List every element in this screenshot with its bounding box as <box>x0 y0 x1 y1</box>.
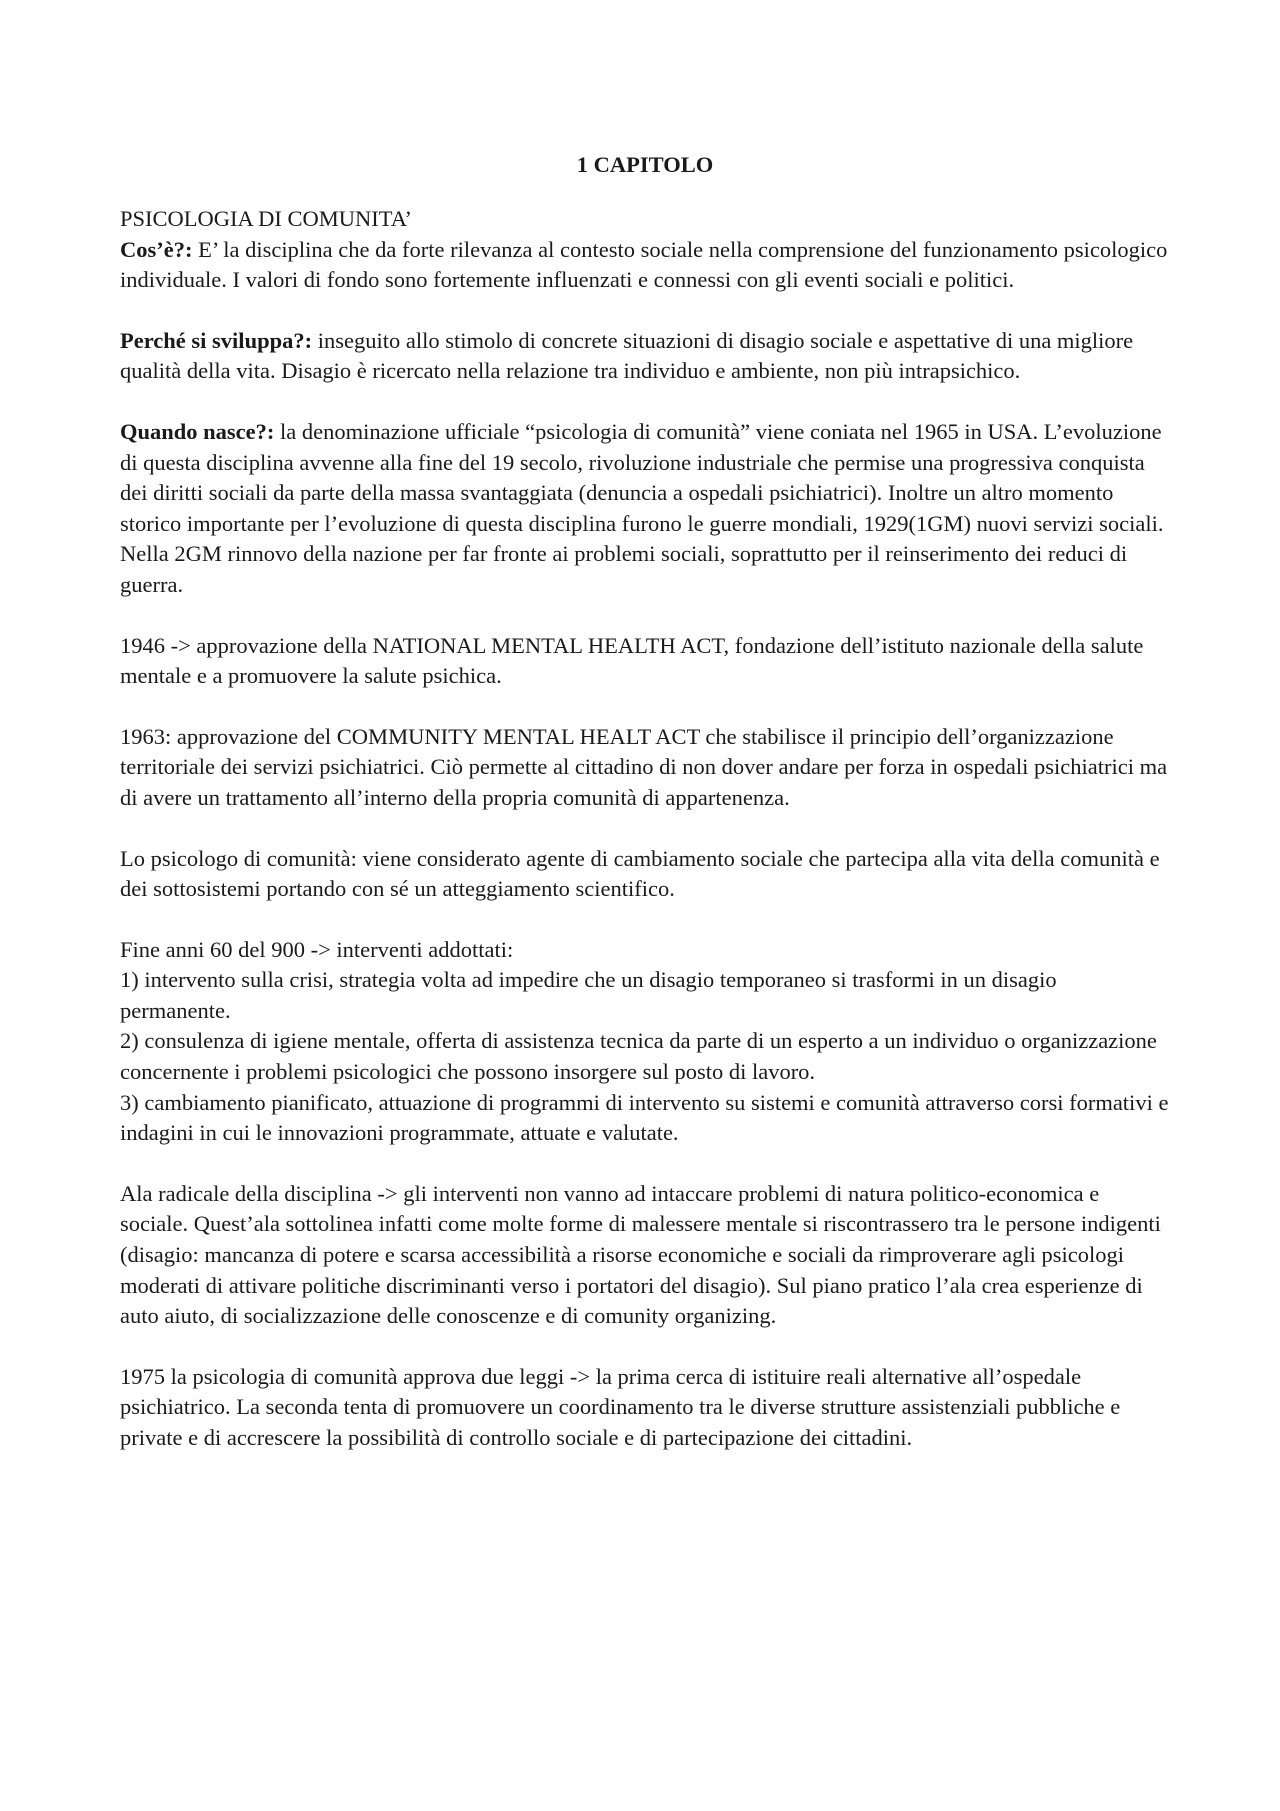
interventi-intro: Fine anni 60 del 900 -> interventi addottati: <box>120 936 514 962</box>
label-perche: Perché si sviluppa?: <box>120 327 313 353</box>
text-perche: inseguito allo stimolo di concrete situazioni di disagio sociale e aspettative di una migliore qualità della vita. Disagio è ricercato nella relazione tra individuo e ambiente, non più intrapsichico. <box>120 327 1134 384</box>
paragraph-1946: 1946 -> approvazione della NATIONAL MENTAL HEALTH ACT, fondazione dell’istituto nazionale della salute mentale e a promuovere la salute psichica. <box>120 632 1144 689</box>
paragraph-psicologo: Lo psicologo di comunità: viene considerato agente di cambiamento sociale che partecipa alla vita della comunità e dei sottosistemi portando con sé un atteggiamento scientifico. <box>120 845 1160 902</box>
document-body <box>120 150 1170 1484</box>
paragraph-perche <box>120 326 1170 387</box>
paragraph-intro <box>120 204 1170 296</box>
paragraph-1963: 1963: approvazione del COMMUNITY MENTAL HEALT ACT che stabilisce il principio dell’organizzazione territoriale dei servizi psichiatrici. Ciò permette al cittadino di non dover andare per forza in ospedali psichiatrici ma di avere un trattamento all’interno della propria comunità di appartenenza. <box>120 723 1168 810</box>
paragraph-ala-radicale: Ala radicale della disciplina -> gli interventi non vanno ad intaccare problemi di natura politico-economica e sociale. Quest’ala sottolinea infatti come molte forme di malessere mentale si riscontrassero tra le persone indigenti (disagio: mancanza di potere e scarsa accessibilità a risorse economiche e sociali da rimproverare agli psicologi moderati di attivare politiche discriminanti verso i portatori del disagio). Sul piano pratico l’ala crea esperienze di auto aiuto, di socializzazione delle conoscenze e di comunity organizing. <box>120 1180 1161 1329</box>
paragraph-quando <box>120 417 1170 601</box>
intervento-item-3: 3) cambiamento pianificato, attuazione di programmi di intervento su sistemi e comunità attraverso corsi formativi e indagini in cui le innovazioni programmate, attuate e valutate. <box>120 1089 1169 1146</box>
paragraph-1975: 1975 la psicologia di comunità approva due leggi -> la prima cerca di istituire reali alternative all’ospedale psichiatrico. La seconda tenta di promuovere un coordinamento tra le diverse strutture assistenziali pubbliche e private e di accrescere la possibilità di controllo sociale e di partecipazione dei cittadini. <box>120 1363 1121 1450</box>
text-cose: E’ la disciplina che da forte rilevanza al contesto sociale nella comprensione del funzionamento psicologico individuale. I valori di fondo sono fortemente influenzati e connessi con gli eventi sociali e politici. <box>120 236 1168 293</box>
text-quando: la denominazione ufficiale “psicologia di comunità” viene coniata nel 1965 in USA. L’evoluzione di questa disciplina avvenne alla fine del 19 secolo, rivoluzione industriale che permise una progressiva conquista dei diritti sociali da parte della massa svantaggiata (denuncia a ospedali psichiatrici). Inoltre un altro momento storico importante per l’evoluzione di questa disciplina furono le guerre mondiali, 1929(1GM) nuovi servizi sociali. Nella 2GM rinnovo della nazione per far fronte ai problemi sociali, soprattutto per il reinserimento dei reduci di guerra. <box>120 418 1164 597</box>
label-quando: Quando nasce?: <box>120 418 275 444</box>
intervento-item-2: 2) consulenza di igiene mentale, offerta di assistenza tecnica da parte di un esperto a un individuo o organizzazione concernente i problemi psicologici che possono insorgere sul posto di lavoro. <box>120 1028 1157 1085</box>
intervento-item-1: 1) intervento sulla crisi, strategia volta ad impedire che un disagio temporaneo si trasformi in un disagio permanente. <box>120 967 1057 1023</box>
label-cose: Cos’è?: <box>120 236 193 262</box>
section-heading: PSICOLOGIA DI COMUNITA’ <box>120 206 412 231</box>
chapter-title: 1 CAPITOLO <box>576 152 714 177</box>
